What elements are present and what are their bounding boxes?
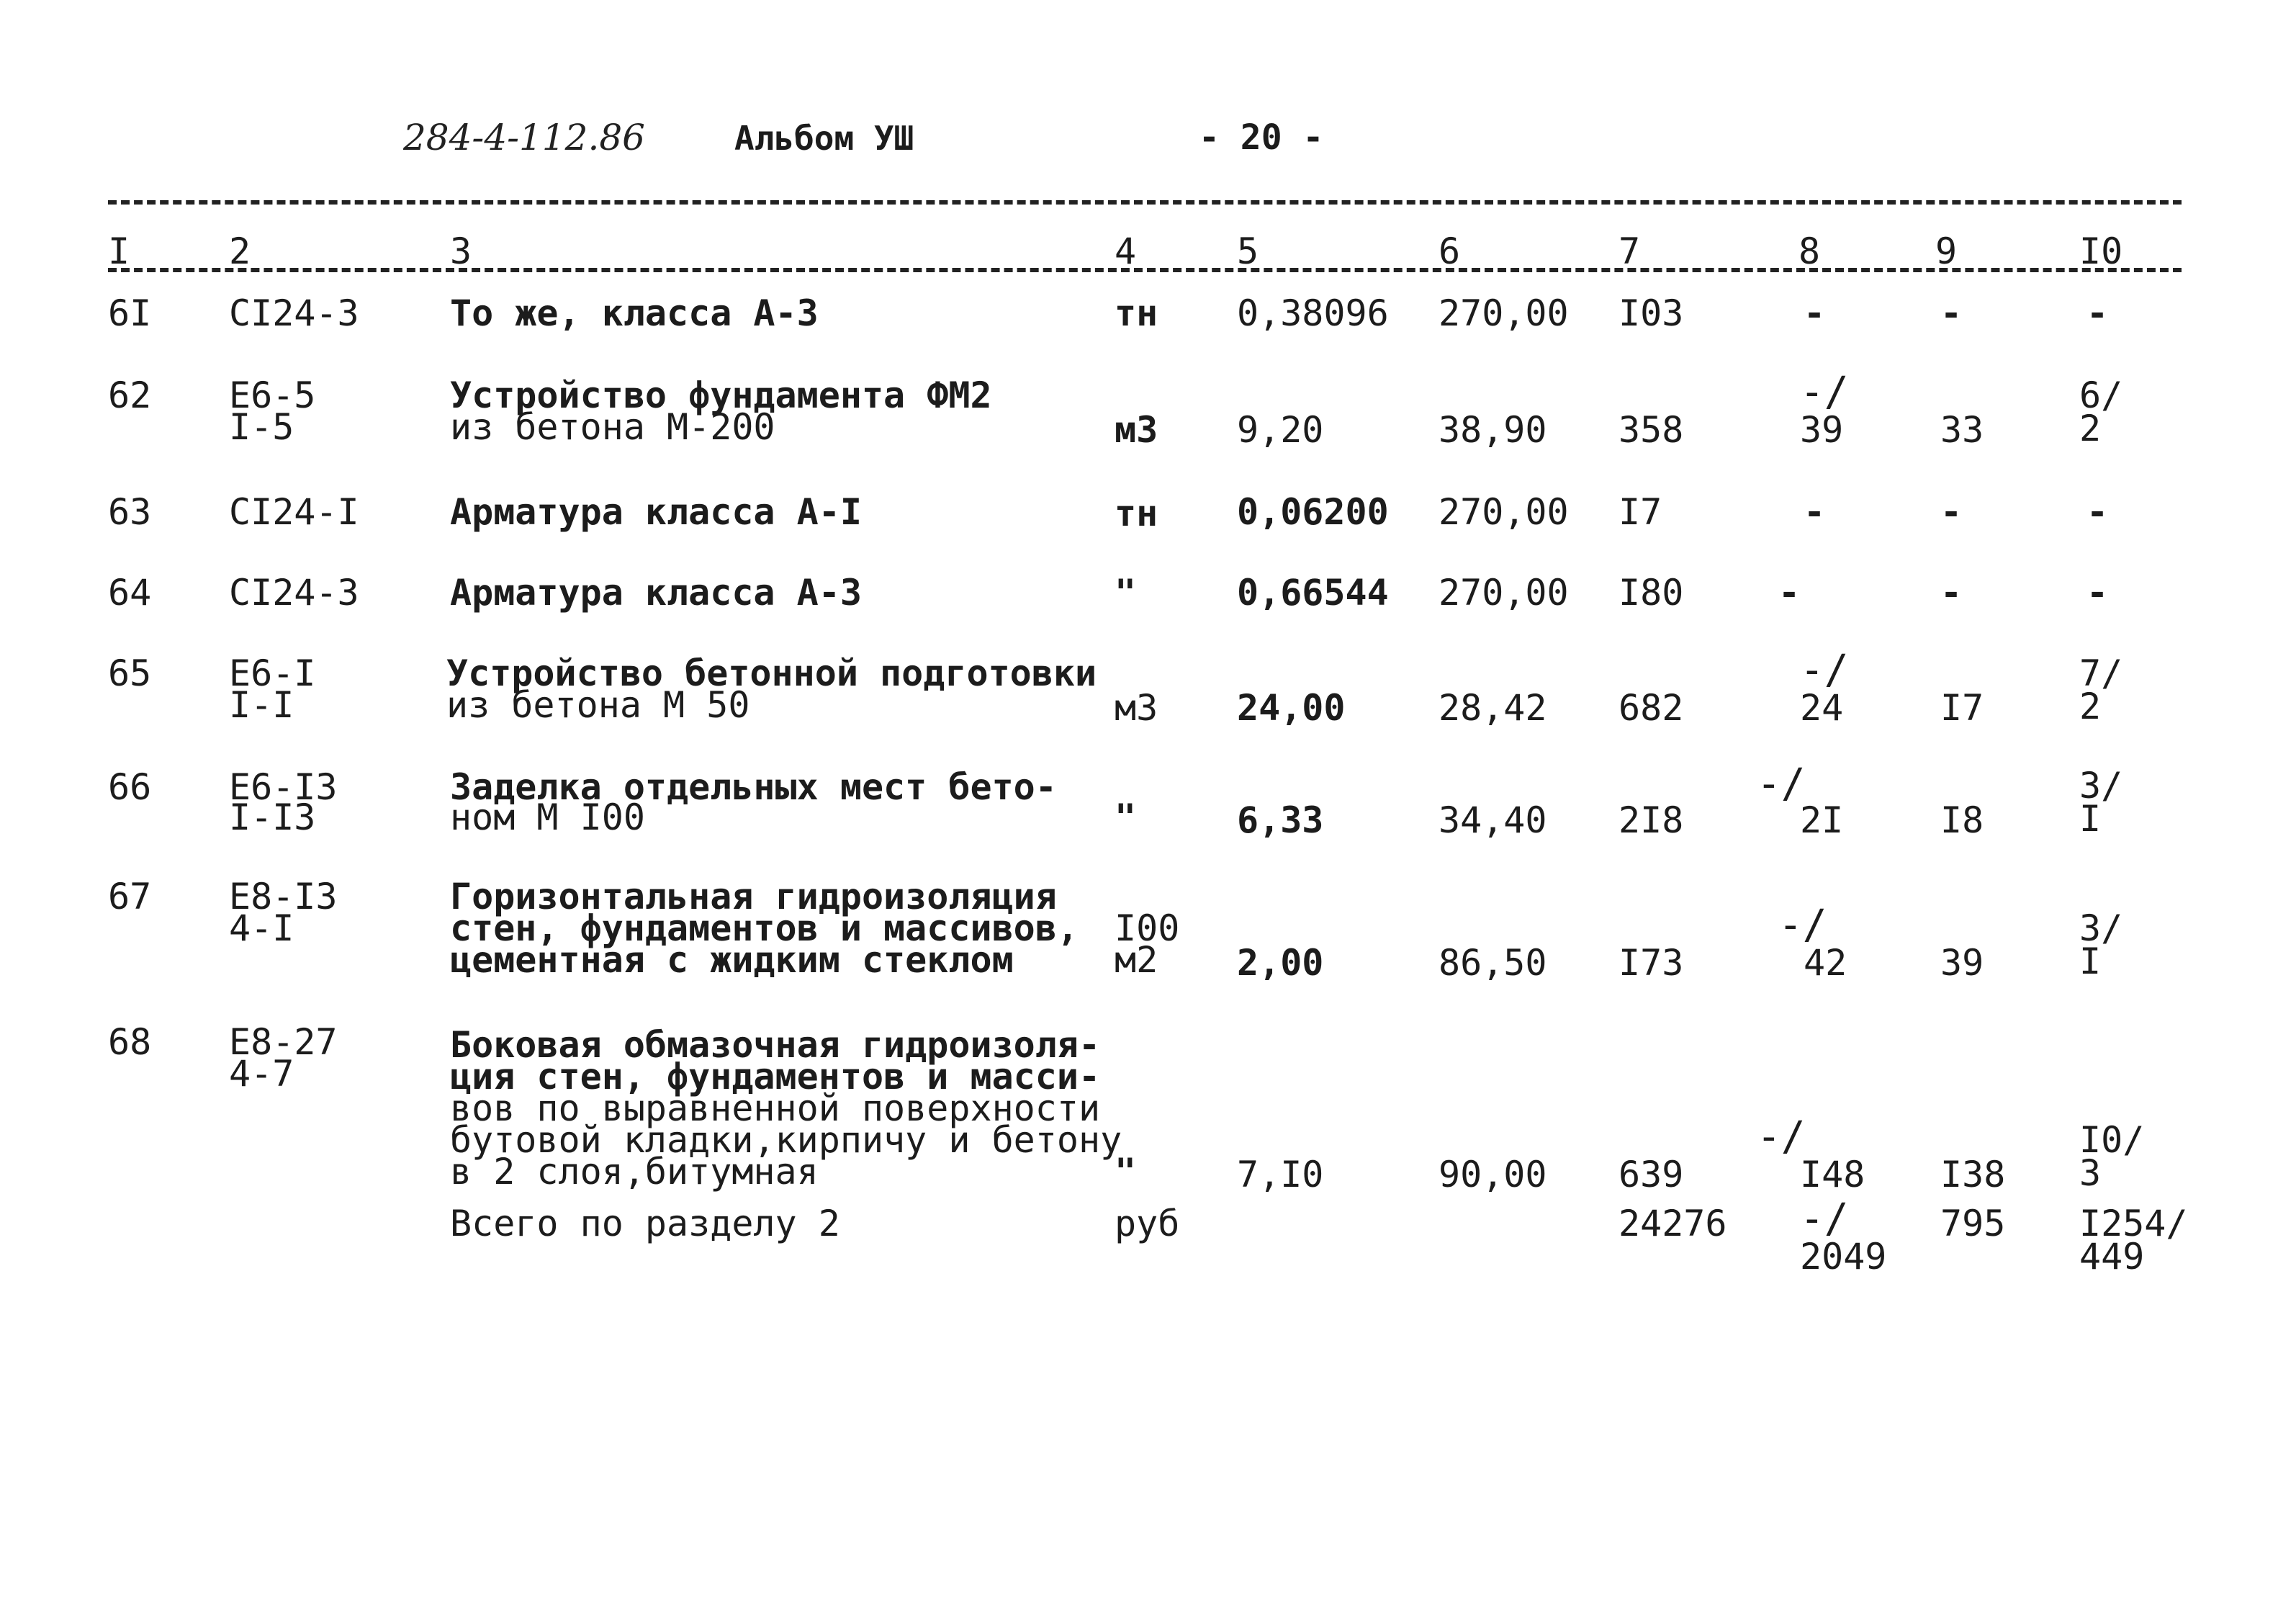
total-sum: 24276	[1619, 1203, 1727, 1244]
norm-code: Е8-27	[229, 1021, 338, 1063]
work-description: ция стен, фундаментов и масси-	[450, 1056, 1101, 1097]
quantity: 7,I0	[1237, 1154, 1324, 1195]
quantity: 0,06200	[1237, 491, 1389, 533]
row-number: 64	[108, 572, 152, 614]
unit-price: 86,50	[1439, 942, 1547, 984]
col9-value: I7	[1940, 687, 1984, 729]
col-header-9: 9	[1935, 230, 1958, 272]
unit: тн	[1115, 292, 1158, 334]
col10-value: 3/	[2079, 907, 2123, 949]
work-description: стен, фундаментов и массивов,	[450, 907, 1079, 949]
work-description: вов по выравненной поверхности	[450, 1087, 1101, 1129]
total-cost: I7	[1619, 491, 1662, 533]
row-number: 66	[108, 766, 152, 808]
col9-value: -	[1940, 572, 1963, 614]
unit: м3	[1115, 409, 1158, 451]
col10-value: -	[2086, 572, 2109, 614]
col-header-5: 5	[1237, 230, 1259, 272]
quantity: 9,20	[1237, 409, 1324, 451]
col10-value: 7/	[2079, 652, 2123, 694]
header-divider	[108, 268, 2182, 272]
quantity: 6,33	[1237, 799, 1324, 841]
total-unit: руб	[1115, 1203, 1180, 1244]
col8-value: -	[1804, 491, 1826, 533]
col9-value: I8	[1940, 799, 1984, 841]
col8-value-sub: I48	[1800, 1154, 1865, 1195]
row-number: 65	[108, 652, 152, 694]
col8-value-sub: 24	[1800, 687, 1844, 729]
col9-value: -	[1940, 491, 1963, 533]
col-header-8: 8	[1798, 230, 1821, 272]
col10-value-sub: 2	[2079, 686, 2102, 727]
work-description: цементная с жидким стеклом	[450, 939, 1014, 981]
total-cost: I73	[1619, 942, 1684, 984]
col8-value-sub: 42	[1804, 942, 1847, 984]
unit-price: 270,00	[1439, 292, 1569, 334]
col8-value: -/	[1800, 647, 1849, 693]
unit: тн	[1115, 493, 1158, 534]
norm-code-sub: I-I3	[229, 796, 316, 838]
norm-code-sub: 4-I	[229, 907, 294, 949]
unit: м3	[1115, 687, 1158, 729]
col-header-1: I	[108, 230, 130, 272]
col8-value: -/	[1757, 1113, 1806, 1160]
norm-code-sub: I-I	[229, 684, 294, 726]
norm-code: Е6-I	[229, 652, 316, 694]
unit-price: 90,00	[1439, 1154, 1547, 1195]
work-description: Устройство фундамента ФМ2	[450, 374, 992, 416]
unit: "	[1115, 796, 1137, 838]
col9-value: -	[1940, 292, 1963, 334]
unit-price: 270,00	[1439, 491, 1569, 533]
row-number: 63	[108, 491, 152, 533]
col10-value: 3/	[2079, 765, 2123, 807]
total-col10-sub: 449	[2079, 1236, 2145, 1278]
total-col9: 795	[1940, 1203, 2006, 1244]
norm-code: СI24-3	[229, 572, 359, 614]
col8-value: -	[1804, 292, 1826, 334]
quantity: 0,38096	[1237, 292, 1389, 334]
norm-code: Е6-I3	[229, 766, 338, 808]
col10-value-sub: 2	[2079, 408, 2102, 449]
col10-value-sub: I	[2079, 798, 2102, 840]
work-description: Устройство бетонной подготовки	[446, 652, 1097, 694]
total-col8: -/	[1800, 1195, 1849, 1242]
col10-value-sub: 3	[2079, 1152, 2102, 1194]
work-description: ном М I00	[450, 796, 645, 838]
album-title: Альбом УШ	[734, 119, 914, 158]
norm-code: Е8-I3	[229, 876, 338, 917]
norm-code: СI24-I	[229, 491, 359, 533]
norm-code-sub: I-5	[229, 406, 294, 448]
col8-value: -	[1778, 572, 1801, 614]
col9-value: 33	[1940, 409, 1984, 451]
col-header-6: 6	[1439, 230, 1461, 272]
total-col10: I254/	[2079, 1203, 2188, 1244]
col-header-4: 4	[1115, 230, 1137, 272]
col8-value: -/	[1757, 760, 1806, 807]
work-description: из бетона М 50	[446, 684, 750, 726]
col10-value: -	[2086, 292, 2109, 334]
col-header-7: 7	[1619, 230, 1641, 272]
work-description: Заделка отдельных мест бето-	[450, 766, 1057, 808]
total-col8-sub: 2049	[1800, 1236, 1887, 1278]
col10-value-sub: I	[2079, 941, 2102, 982]
col9-value: I38	[1940, 1154, 2006, 1195]
unit-price: 28,42	[1439, 687, 1547, 729]
norm-code: Е6-5	[229, 374, 316, 416]
col-header-10: I0	[2079, 230, 2123, 272]
col10-value: 6/	[2079, 374, 2123, 416]
quantity: 2,00	[1237, 942, 1324, 984]
work-description: Арматура класса А-I	[450, 491, 862, 533]
total-cost: 2I8	[1619, 799, 1684, 841]
unit: "	[1115, 572, 1137, 614]
total-cost: 639	[1619, 1154, 1684, 1195]
col9-value: 39	[1940, 942, 1984, 984]
norm-code: СI24-3	[229, 292, 359, 334]
total-cost: I03	[1619, 292, 1684, 334]
col8-value: -/	[1800, 369, 1849, 416]
quantity: 24,00	[1237, 687, 1346, 729]
norm-code-sub: 4-7	[229, 1053, 294, 1095]
row-number: 67	[108, 876, 152, 917]
row-number: 68	[108, 1021, 152, 1063]
top-divider	[108, 200, 2182, 205]
work-description: в 2 слоя,битумная	[450, 1151, 819, 1193]
row-number: 62	[108, 374, 152, 416]
total-label: Всего по разделу 2	[450, 1203, 840, 1244]
work-description: Горизонтальная гидроизоляция	[450, 876, 1057, 917]
col8-value-sub: 2I	[1800, 799, 1844, 841]
col8-value-sub: 39	[1800, 409, 1844, 451]
work-description: То же, класса А-3	[450, 292, 819, 334]
work-description: Боковая обмазочная гидроизоля-	[450, 1024, 1101, 1066]
col10-value: I0/	[2079, 1119, 2145, 1161]
work-description: Арматура класса А-3	[450, 572, 862, 614]
unit-price: 34,40	[1439, 799, 1547, 841]
work-description: бутовой кладки,кирпичу и бетону	[450, 1119, 1122, 1161]
unit: I00	[1115, 907, 1180, 949]
unit: "	[1115, 1151, 1137, 1193]
unit-price: 270,00	[1439, 572, 1569, 614]
col-header-2: 2	[229, 230, 251, 272]
quantity: 0,66544	[1237, 572, 1389, 614]
unit-sub: м2	[1115, 939, 1158, 981]
col-header-3: 3	[450, 230, 472, 272]
total-cost: I80	[1619, 572, 1684, 614]
row-number: 6I	[108, 292, 152, 334]
document-code: 284-4-112.86	[403, 117, 645, 158]
col10-value: -	[2086, 491, 2109, 533]
work-description: из бетона М-200	[450, 406, 775, 448]
unit-price: 38,90	[1439, 409, 1547, 451]
total-cost: 358	[1619, 409, 1684, 451]
col8-value: -/	[1778, 902, 1827, 948]
total-cost: 682	[1619, 687, 1684, 729]
page-number: - 20 -	[1199, 117, 1324, 158]
